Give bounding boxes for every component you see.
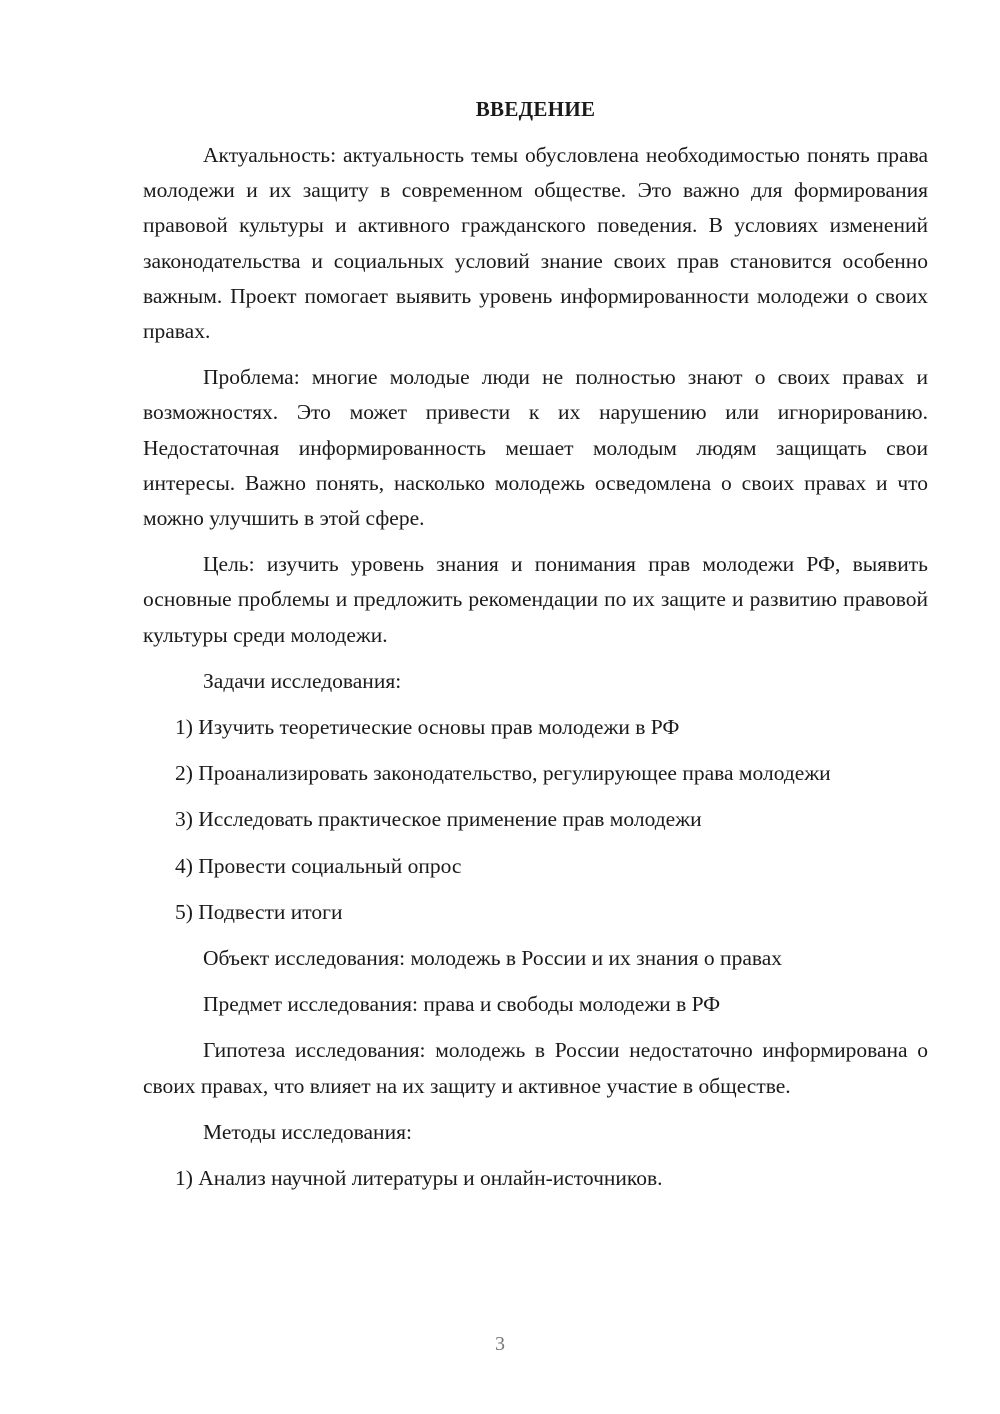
subject-paragraph: Предмет исследования: права и свободы молодежи в РФ — [203, 992, 721, 1017]
methods-heading: Методы исследования: — [203, 1119, 412, 1144]
relevance-paragraph: Актуальность: актуальность темы обусловлена необходимостью понять права молодежи и их защиту в современном обществе. Это важно для формирования правовой культуры и активного гражданского поведения. В условиях изменений законодательства и социальных условий знание своих прав становится особенно важным. Проект помогает выявить уровень информированности молодежи о своих правах. — [143, 143, 928, 344]
task-item-5: 5) Подвести итоги — [175, 899, 343, 924]
page-number: 3 — [495, 1333, 505, 1355]
method-item-1: 1) Анализ научной литературы и онлайн-источников. — [175, 1166, 663, 1191]
document-page — [143, 92, 928, 1207]
task-item-4: 4) Провести социальный опрос — [175, 853, 462, 878]
goal-paragraph: Цель: изучить уровень знания и понимания прав молодежи РФ, выявить основные проблемы и предложить рекомендации по их защите и развитию правовой культуры среди молодежи. — [143, 552, 928, 647]
hypothesis-paragraph: Гипотеза исследования: молодежь в России недостаточно информирована о своих правах, что влияет на их защиту и активное участие в обществе. — [143, 1038, 928, 1098]
problem-paragraph: Проблема: многие молодые люди не полностью знают о своих правах и возможностях. Это может привести к их нарушению или игнорированию. Недостаточная информированность мешает молодым людям защищать свои интересы. Важно понять, насколько молодежь осведомлена о своих правах и что можно улучшить в этой сфере. — [143, 365, 928, 531]
object-paragraph: Объект исследования: молодежь в России и их знания о правах — [203, 946, 783, 971]
tasks-heading: Задачи исследования: — [203, 668, 402, 693]
task-item-1: 1) Изучить теоретические основы прав молодежи в РФ — [175, 715, 680, 740]
task-item-2: 2) Проанализировать законодательство, регулирующее права молодежи — [175, 761, 831, 786]
section-title: ВВЕДЕНИЕ — [475, 97, 596, 121]
task-item-3: 3) Исследовать практическое применение прав молодежи — [175, 807, 702, 832]
